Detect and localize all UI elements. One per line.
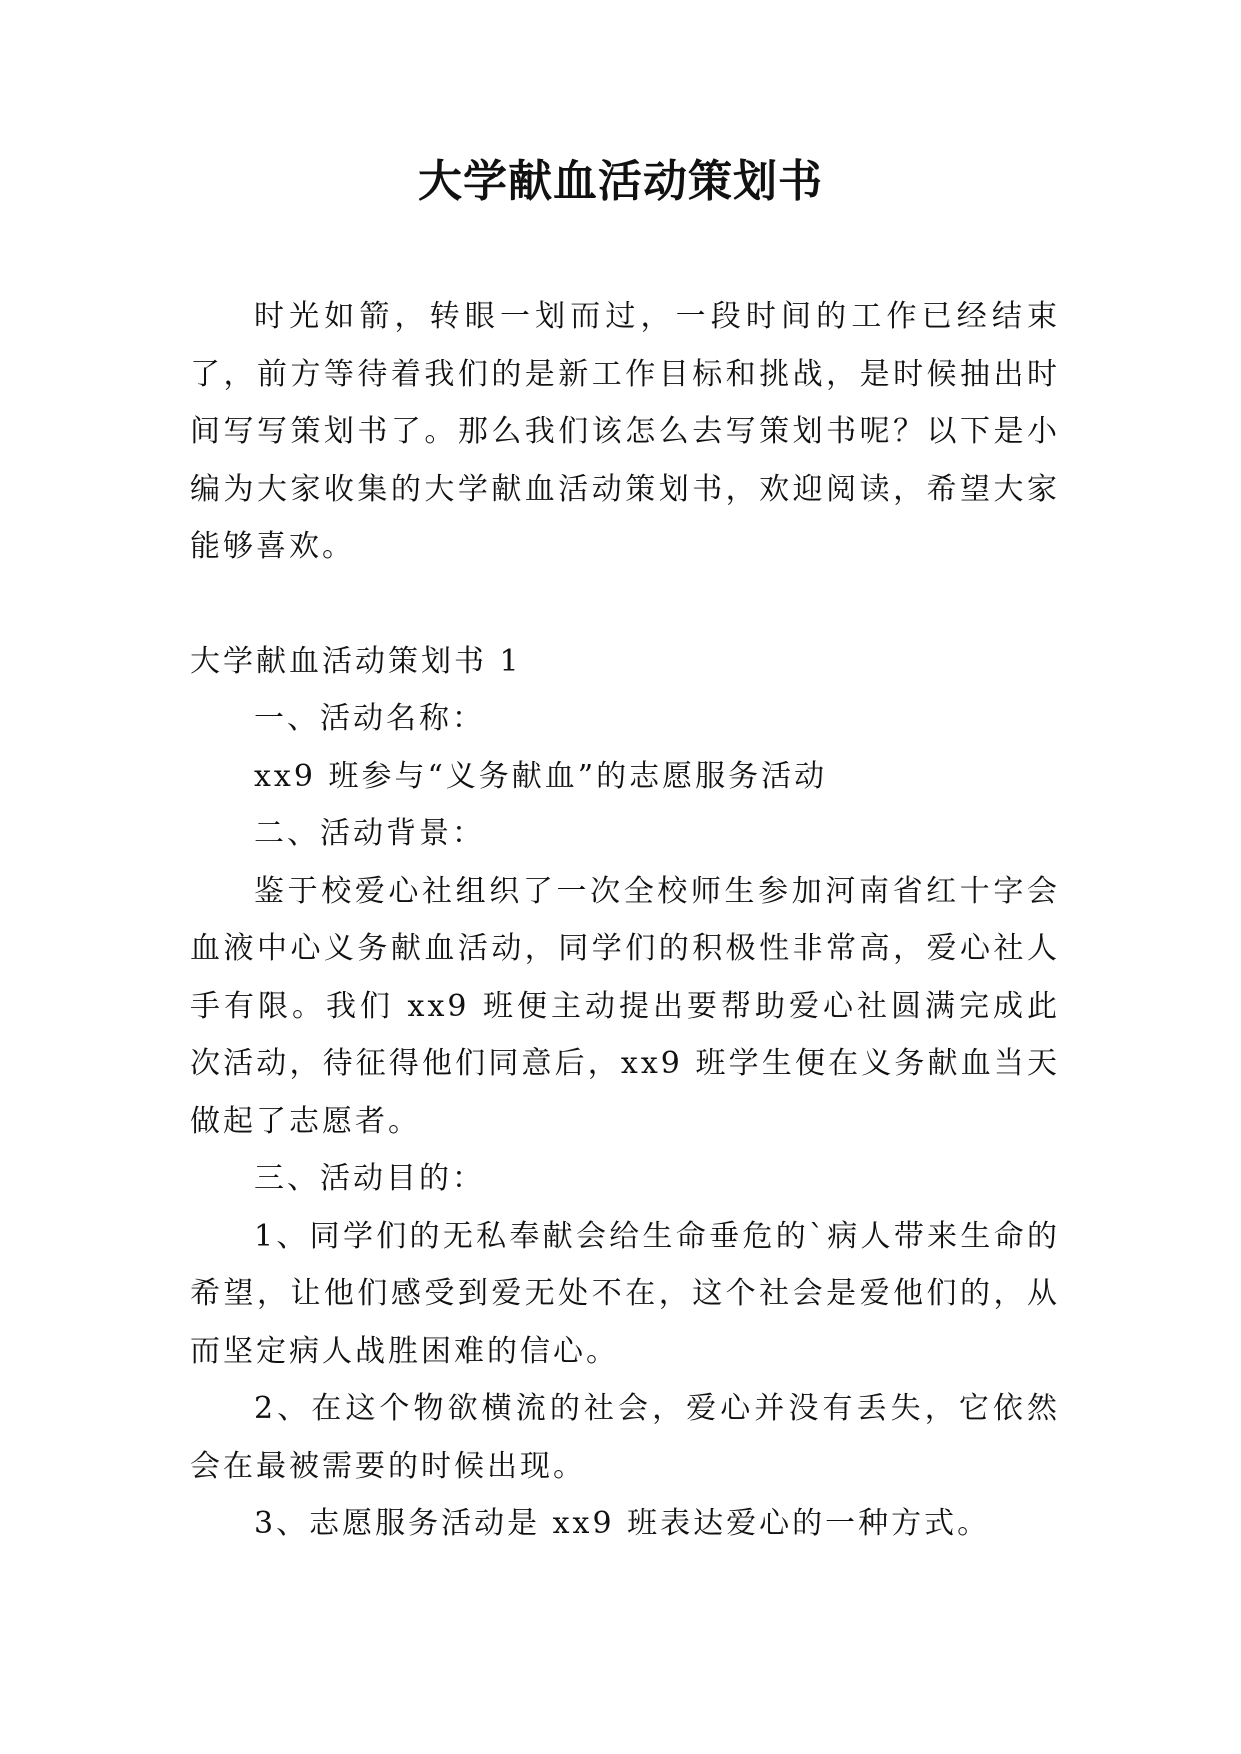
- section-title: 大学献血活动策划书 1: [190, 643, 522, 679]
- paragraph-background: 鉴于校爱心社组织了一次全校师生参加河南省红十字会血液中心义务献血活动，同学们的积极性非常高，爱心社人手有限。我们 xx9 班便主动提出要帮助爱心社圆满完成此次活动，待征得他们同意后，xx9 班学生便在义务献血当天做起了志愿者。: [190, 873, 1060, 1139]
- paragraph-purpose-2: 2、在这个物欲横流的社会，爱心并没有丢失，它依然会在最被需要的时候出现。: [190, 1391, 1060, 1484]
- paragraph-purpose-3: 3、志愿服务活动是 xx9 班表达爱心的一种方式。: [254, 1506, 991, 1541]
- paragraph-activity-name: xx9 班参与“义务献血”的志愿服务活动: [254, 758, 828, 794]
- intro-paragraph: 时光如箭，转眼一划而过，一段时间的工作已经结束了，前方等待着我们的是新工作目标和挑战，是时候抽出时间写写策划书了。那么我们该怎么去写策划书呢？以下是小编为大家收集的大学献血活动策划书，欢迎阅读，希望大家能够喜欢。: [190, 299, 1060, 564]
- paragraph-background-heading: 二、活动背景：: [254, 816, 485, 851]
- paragraph-activity-name-heading: 一、活动名称：: [254, 701, 485, 736]
- paragraph-purpose-heading: 三、活动目的：: [254, 1161, 485, 1196]
- paragraph-purpose-1: 1、同学们的无私奉献会给生命垂危的`病人带来生命的希望，让他们感受到爱无处不在，这个社会是爱他们的，从而坚定病人战胜困难的信心。: [190, 1218, 1060, 1369]
- document-title: 大学献血活动策划书: [418, 156, 823, 207]
- document-body: [190, 288, 1060, 1553]
